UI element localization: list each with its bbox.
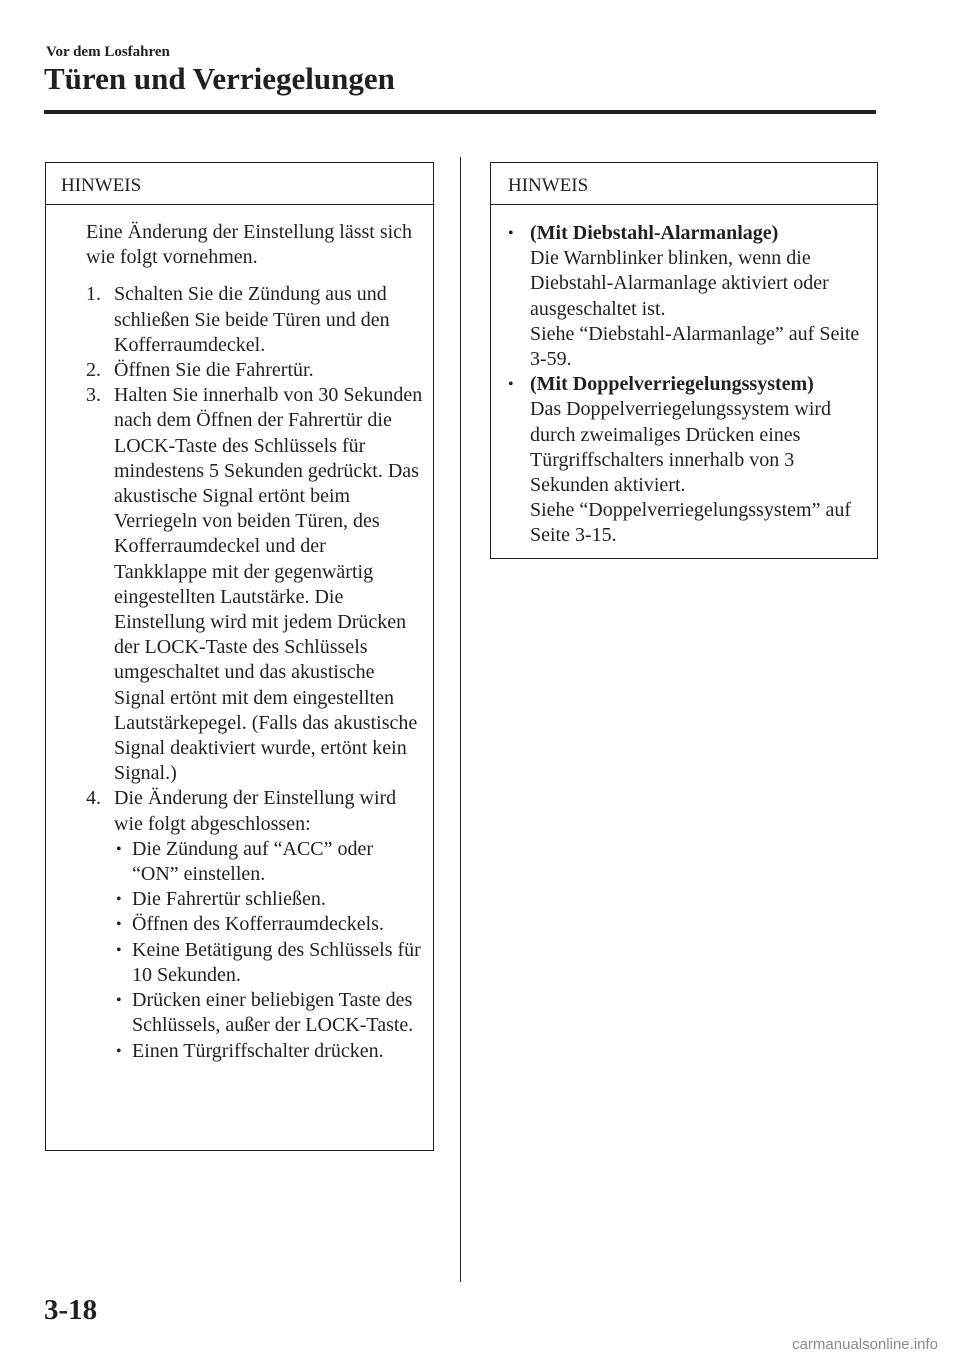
step-item (86, 383, 423, 786)
bullet-list (114, 837, 423, 1064)
note-box-alarm (490, 162, 878, 559)
note-heading: HINWEIS (491, 163, 877, 205)
step-item (86, 282, 423, 358)
note-item-list (508, 221, 869, 549)
bullet-text: Die Zündung auf “ACC” oder “ON” einstellen. (132, 837, 374, 886)
bullet-text: Einen Türgriffschalter drücken. (132, 1039, 384, 1062)
note-item (508, 221, 869, 372)
bullet-dot-icon: • (116, 1042, 122, 1060)
bullet-dot-icon: • (116, 916, 122, 934)
step-text: Die Änderung der Einstellung wird wie folgt abgeschlossen: (114, 787, 397, 835)
page-number: 3-18 (44, 1294, 98, 1326)
watermark: carmanualsonline.info (792, 1336, 938, 1353)
bullet-dot-icon: • (116, 891, 122, 909)
step-item (86, 786, 423, 1063)
bullet-text: Keine Betätigung des Schlüssels für 10 Sekunden. (132, 938, 421, 986)
step-text: Schalten Sie die Zündung aus und schließen Sie beide Türen und den Kofferraumdeckel. (114, 283, 390, 356)
bullet-dot-icon: • (508, 225, 514, 242)
note-body (491, 205, 877, 549)
bullet-text: Die Fahrertür schließen. (132, 888, 326, 911)
step-text: Halten Sie innerhalb von 30 Sekunden nach dem Öffnen der Fahrertür die LOCK-Taste des Schlüssels für mindestens 5 Sekunden gedrückt. Das akustische Signal ertönt beim Verriegeln von beiden Türen, des Kofferraumdeckel und der Tankklappe mit der gegenwärtig eingestellten Lautstärke. Die Einstellung wird mit jedem Drücken der LOCK-Taste des Schlüssels umgeschaltet und das akustische Signal ertönt mit dem eingestellten Lautstärkepegel. (Falls das akustische Signal deaktiviert wurde, ertönt kein Signal.) (114, 384, 423, 785)
step-number: 2. (86, 359, 101, 382)
column-divider (460, 157, 461, 1282)
bullet-item (114, 837, 423, 887)
bullet-item (114, 912, 423, 937)
step-list (86, 282, 423, 1063)
note-body (46, 205, 433, 1064)
step-text: Öffnen Sie die Fahrertür. (114, 359, 314, 382)
note-box-settings (45, 162, 434, 1151)
note-item-text: Die Warnblinker blinken, wenn die Diebstahl-Alarmanlage aktiviert oder ausgeschaltet ist. (530, 247, 829, 320)
bullet-item (114, 887, 423, 912)
note-intro: Eine Änderung der Einstellung lässt sich wie folgt vornehmen. (86, 221, 413, 269)
bullet-dot-icon: • (508, 376, 514, 394)
bullet-item (114, 988, 423, 1038)
section-label: Vor dem Losfahren (46, 44, 170, 60)
bullet-dot-icon: • (116, 840, 122, 858)
header-rule (44, 110, 876, 114)
page-title: Türen und Verriegelungen (44, 61, 395, 96)
note-item-reference: Siehe “Doppelverriegelungssystem” auf Seite 3-15. (530, 499, 852, 547)
step-item (86, 358, 423, 383)
bullet-text: Drücken einer beliebigen Taste des Schlüssels, außer der LOCK-Taste. (132, 989, 414, 1037)
note-item-title: (Mit Diebstahl-Alarmanlage) (530, 222, 779, 244)
bullet-item (114, 1039, 423, 1064)
note-item (508, 372, 869, 548)
bullet-dot-icon: • (116, 941, 122, 959)
note-item-text: Das Doppelverriegelungssystem wird durch zweimaliges Drücken eines Türgriffschalters innerhalb von 3 Sekunden aktiviert. (530, 398, 832, 497)
bullet-item (114, 938, 423, 988)
step-number: 3. (86, 384, 101, 407)
step-number: 4. (86, 787, 101, 810)
bullet-dot-icon: • (116, 992, 122, 1010)
step-number: 1. (86, 283, 101, 306)
bullet-text: Öffnen des Kofferraumdeckels. (132, 913, 384, 936)
note-item-reference: Siehe “Diebstahl-Alarmanlage” auf Seite 3-59. (530, 322, 860, 371)
note-item-title: (Mit Doppelverriegelungssystem) (530, 373, 814, 396)
note-heading: HINWEIS (46, 163, 433, 205)
